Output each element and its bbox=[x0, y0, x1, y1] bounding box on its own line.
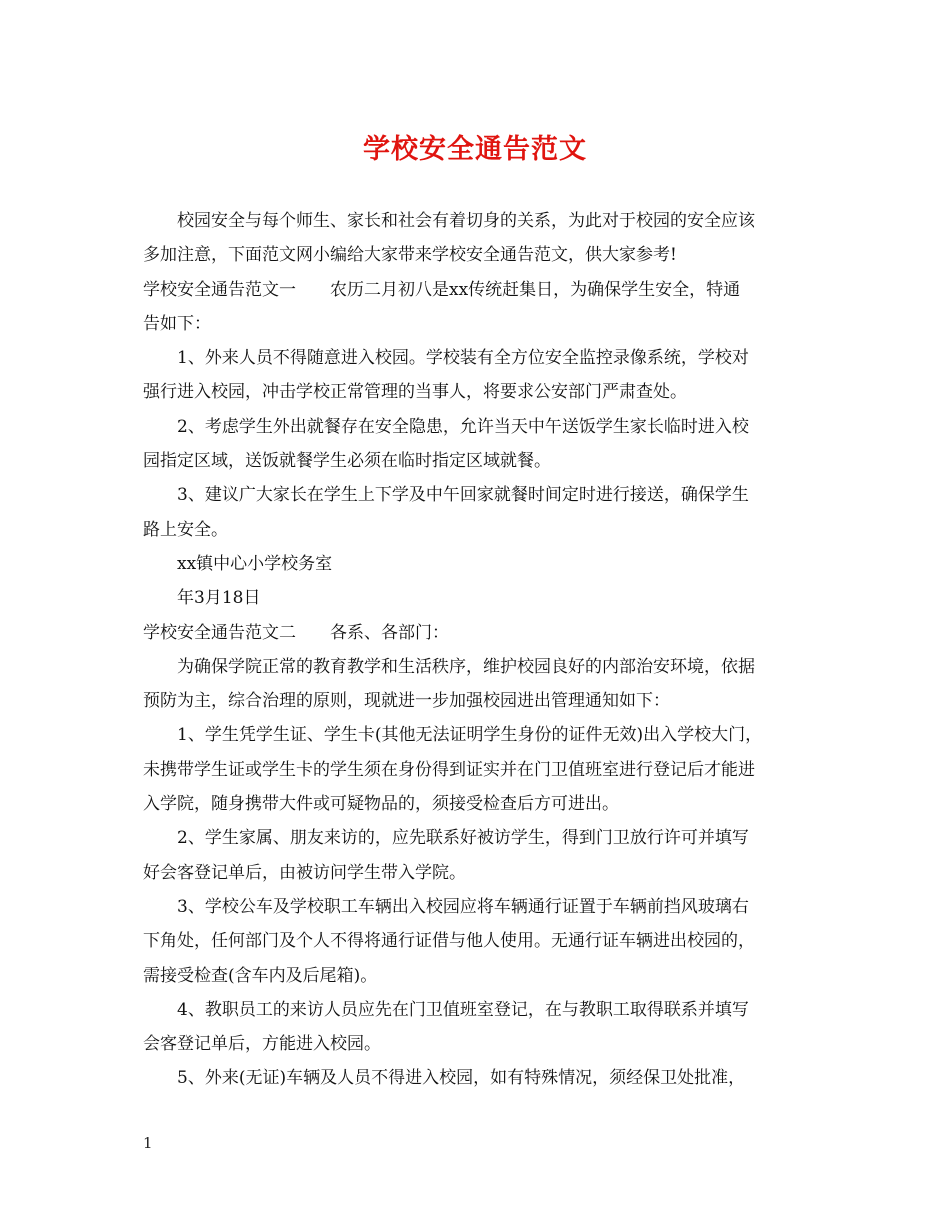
text-line: 强行进入校园，冲击学校正常管理的当事人，将要求公安部门严肃查处。 bbox=[143, 382, 687, 403]
text-line: 预防为主，综合治理的原则，现就进一步加强校园进出管理通知如下： bbox=[143, 691, 670, 712]
text-line: 3、学校公车及学校职工车辆出入校园应将车辆通行证置于车辆前挡风玻璃右 bbox=[177, 896, 749, 917]
text-line: 告如下： bbox=[143, 313, 211, 334]
document-body bbox=[143, 204, 807, 1096]
document-title: 学校安全通告范文 bbox=[363, 134, 587, 165]
text-line: xx镇中心小学校务室 bbox=[177, 553, 333, 574]
text-line: 年3月18日 bbox=[177, 588, 261, 609]
text-line: 1、学生凭学生证、学生卡(其他无法证明学生身份的证件无效)出入学校大门， bbox=[177, 725, 763, 746]
text-line: 学校安全通告范文一 农历二月初八是xx传统赶集日，为确保学生安全，特通 bbox=[143, 279, 741, 300]
text-line: 下角处，任何部门及个人不得将通行证借与他人使用。无通行证车辆进出校园的， bbox=[143, 931, 755, 952]
text-line: 4、教职员工的来访人员应先在门卫值班室登记，在与教职工取得联系并填写 bbox=[177, 999, 749, 1020]
text-line: 学校安全通告范文二 各系、各部门： bbox=[143, 622, 449, 643]
text-line: 入学院，随身携带大件或可疑物品的，须接受检查后方可进出。 bbox=[143, 794, 619, 815]
text-line: 好会客登记单后，由被访问学生带入学院。 bbox=[143, 862, 466, 883]
text-line: 为确保学院正常的教育教学和生活秩序，维护校园良好的内部治安环境，依据 bbox=[177, 656, 755, 677]
text-line: 校园安全与每个师生、家长和社会有着切身的关系，为此对于校园的安全应该 bbox=[177, 211, 755, 231]
text-line: 需接受检查(含车内及后尾箱)。 bbox=[143, 965, 378, 986]
text-line: 会客登记单后，方能进入校园。 bbox=[143, 1034, 381, 1055]
text-line: 路上安全。 bbox=[143, 519, 228, 540]
text-line: 5、外来(无证)车辆及人员不得进入校园，如有特殊情况，须经保卫处批准， bbox=[177, 1068, 746, 1089]
text-line: 2、考虑学生外出就餐存在安全隐患，允许当天中午送饭学生家长临时进入校 bbox=[177, 416, 749, 437]
text-line: 园指定区域，送饭就餐学生必须在临时指定区域就餐。 bbox=[143, 451, 551, 472]
text-line: 1、外来人员不得随意进入校园。学校装有全方位安全监控录像系统，学校对 bbox=[177, 348, 749, 369]
text-line: 2、学生家属、朋友来访的，应先联系好被访学生，得到门卫放行许可并填写 bbox=[177, 828, 749, 849]
text-line: 3、建议广大家长在学生上下学及中午回家就餐时间定时进行接送，确保学生 bbox=[177, 485, 749, 506]
text-line: 多加注意，下面范文网小编给大家带来学校安全通告范文，供大家参考! bbox=[143, 245, 677, 266]
page-number: 1 bbox=[143, 1134, 153, 1152]
text-line: 未携带学生证或学生卡的学生须在身份得到证实并在门卫值班室进行登记后才能进 bbox=[143, 759, 755, 780]
